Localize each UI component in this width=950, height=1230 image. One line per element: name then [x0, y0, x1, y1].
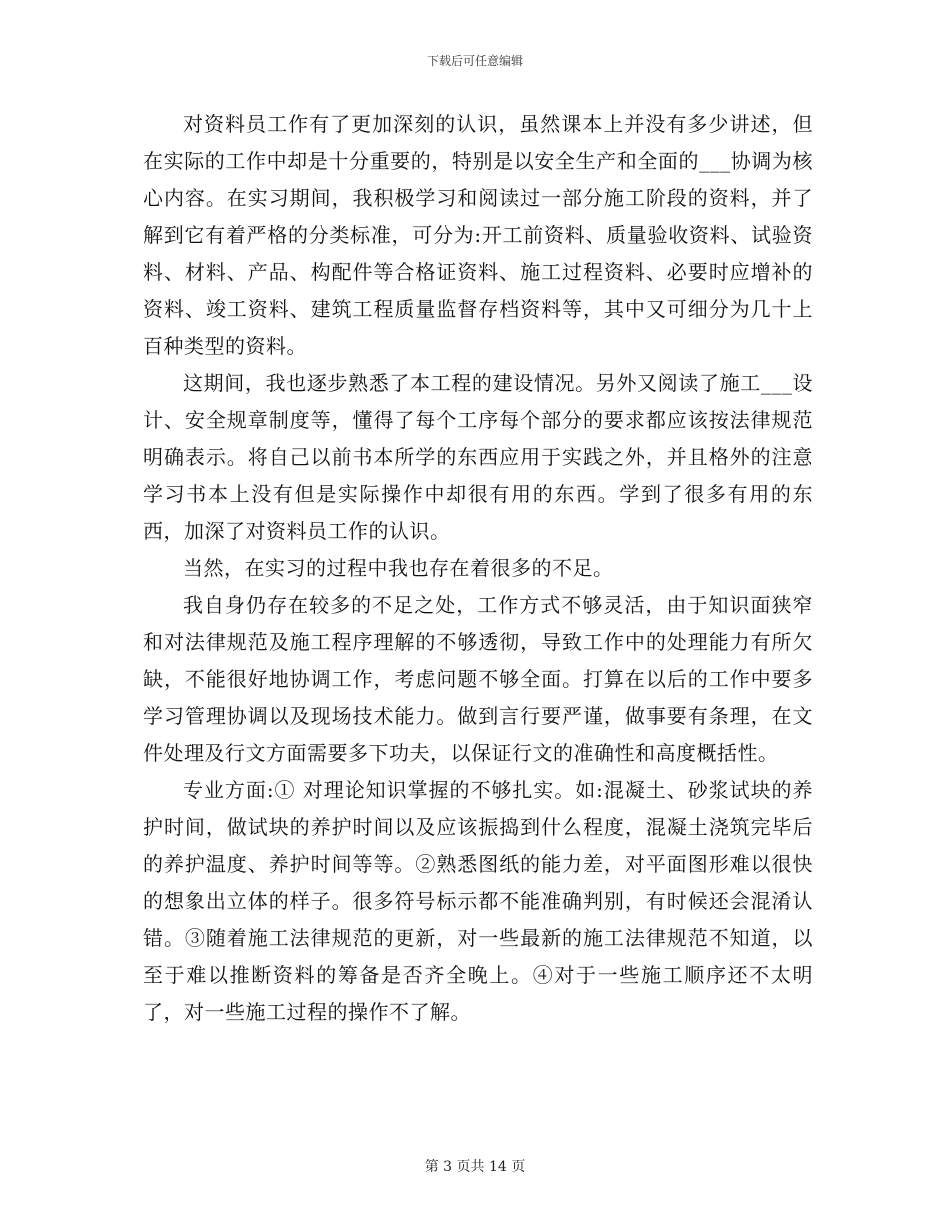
- paragraph: 当然，在实习的过程中我也存在着很多的不足。: [183, 556, 614, 580]
- paragraph: 对资料员工作有了更加深刻的认识，虽然课本上并没有多少讲述，但在实际的工作中却是十分重要的，特别是以安全生产和全面的___协调为核心内容。在实习期间，我积极学习和阅读过一部分施工阶段的资料，并了解到它有着严格的分类标准，可分为:开工前资料、质量验收资料、试验资料、材料、产品、构配件等合格证资料、施工过程资料、必要时应增补的资料、竣工资料、建筑工程质量监督存档资料等，其中又可细分为几十上百种类型的资料。: [143, 112, 813, 358]
- page-footer: 第 3 页共 14 页: [424, 1159, 526, 1175]
- paragraph: 专业方面:① 对理论知识掌握的不够扎实。如:混凝土、砂浆试块的养护时间，做试块的养护时间以及应该振捣到什么程度，混凝土浇筑完毕后的养护温度、养护时间等等。②熟悉图纸的能力差，对平面图形难以很快的想象出立体的样子。很多符号标示都不能准确判别，有时候还会混淆认错。③随着施工法律规范的更新，对一些最新的施工法律规范不知道，以至于难以推断资料的筹备是否齐全晚上。④对于一些施工顺序还不太明了，对一些施工过程的操作不了解。: [143, 778, 813, 1024]
- document-body: [143, 106, 813, 1031]
- page-header: 下载后可任意编辑: [426, 54, 523, 68]
- paragraph: 这期间，我也逐步熟悉了本工程的建设情况。另外又阅读了施工___设计、安全规章制度等，懂得了每个工序每个部分的要求都应该按法律规范明确表示。将自己以前书本所学的东西应用于实践之外，并且格外的注意学习书本上没有但是实际操作中却很有用的东西。学到了很多有用的东西，加深了对资料员工作的认识。: [143, 371, 813, 543]
- paragraph: 我自身仍存在较多的不足之处，工作方式不够灵活，由于知识面狭窄和对法律规范及施工程序理解的不够透彻，导致工作中的处理能力有所欠缺，不能很好地协调工作，考虑问题不够全面。打算在以后的工作中要多学习管理协调以及现场技术能力。做到言行要严谨，做事要有条理，在文件处理及行文方面需要多下功夫，以保证行文的准确性和高度概括性。: [143, 593, 813, 765]
